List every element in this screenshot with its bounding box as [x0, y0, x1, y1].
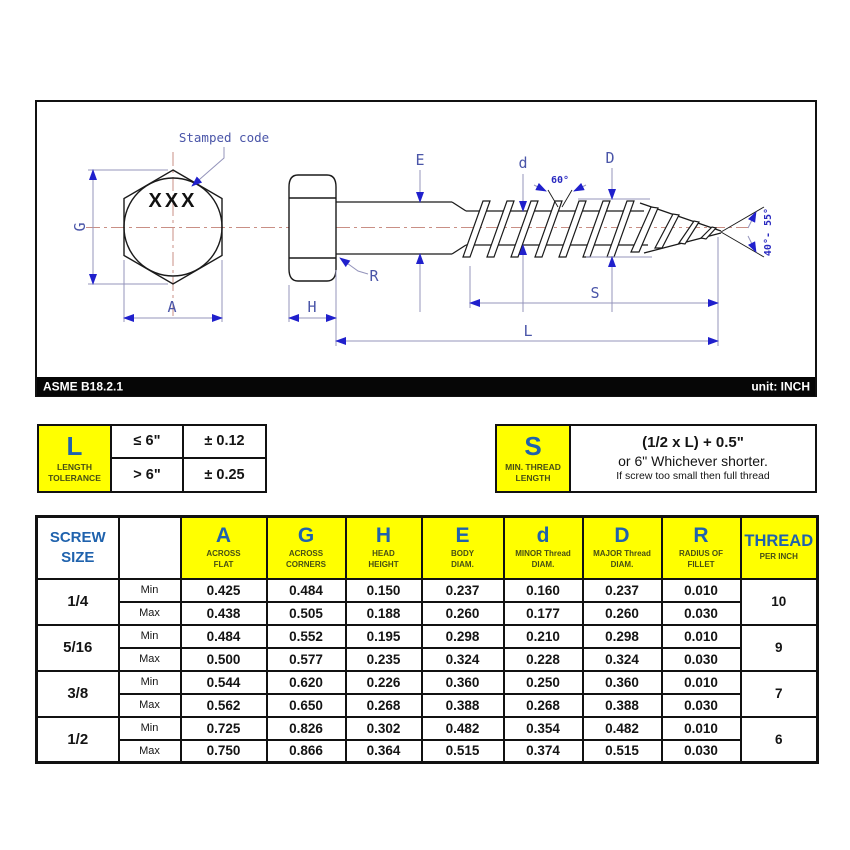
min-thread-length-letter: S [524, 431, 542, 462]
thread-length-note: If screw too small then full thread [616, 470, 770, 483]
length-tol-condition-1: ≤ 6" [112, 426, 184, 459]
size-cell: 1/2 [37, 717, 119, 763]
label-G: G [71, 222, 89, 232]
length-tolerance-letter: L [66, 431, 83, 462]
value-cell: 0.438 [181, 602, 267, 625]
label-H: H [307, 298, 317, 316]
value-cell: 0.324 [583, 648, 662, 671]
point-angle-label: 40°- 55° [763, 207, 774, 257]
length-tolerance-box [37, 424, 267, 493]
col-header-H: H HEAD HEIGHT [346, 517, 422, 579]
col-header-thread: THREAD PER INCH [741, 517, 818, 579]
value-cell: 0.226 [346, 671, 422, 694]
length-tol-condition-2: > 6" [112, 459, 184, 492]
value-cell: 0.030 [662, 740, 741, 763]
thread-angle-label: 60° [550, 175, 570, 186]
value-cell: 0.260 [422, 602, 504, 625]
length-tol-value-1: ± 0.12 [184, 426, 265, 459]
min-thread-length-box [495, 424, 817, 493]
value-cell: 0.515 [422, 740, 504, 763]
value-cell: 0.515 [583, 740, 662, 763]
label-D: D [605, 149, 615, 167]
col-header-d: d MINOR Thread DIAM. [504, 517, 583, 579]
size-cell: 5/16 [37, 625, 119, 671]
value-cell: 0.354 [504, 717, 583, 740]
value-cell: 0.298 [422, 625, 504, 648]
value-cell: 0.505 [267, 602, 346, 625]
col-header-R: R RADIUS OF FILLET [662, 517, 741, 579]
table-row [37, 740, 818, 763]
value-cell: 0.364 [346, 740, 422, 763]
drawing-frame [36, 101, 816, 396]
length-tol-value-2: ± 0.25 [204, 466, 245, 483]
value-cell: 0.324 [422, 648, 504, 671]
col-header-E: E BODY DIAM. [422, 517, 504, 579]
value-cell: 0.228 [504, 648, 583, 671]
thread-length-rule: (1/2 x L) + 0.5" [642, 433, 744, 451]
value-cell: 0.482 [583, 717, 662, 740]
unit-label: unit: INCH [751, 379, 810, 394]
corner-header: SCREW SIZE [37, 517, 119, 579]
min-label: Min [119, 717, 181, 740]
value-cell: 0.268 [504, 694, 583, 717]
table-row [37, 717, 818, 740]
tpi-cell: 6 [741, 717, 818, 763]
value-cell: 0.160 [504, 579, 583, 602]
size-cell: 1/4 [37, 579, 119, 625]
table-row [37, 579, 818, 602]
value-cell: 0.010 [662, 625, 741, 648]
value-cell: 0.010 [662, 671, 741, 694]
value-cell: 0.268 [346, 694, 422, 717]
value-cell: 0.210 [504, 625, 583, 648]
min-thread-length-title: MIN. THREAD LENGTH [505, 462, 561, 483]
head-side-view [289, 175, 336, 281]
label-L: L [523, 322, 533, 340]
label-S: S [590, 284, 600, 302]
col-header-A: A ACROSS FLAT [181, 517, 267, 579]
value-cell: 0.150 [346, 579, 422, 602]
blank-header [119, 517, 181, 579]
value-cell: 0.484 [267, 579, 346, 602]
value-cell: 0.544 [181, 671, 267, 694]
table-header-row [37, 517, 818, 579]
size-cell: 3/8 [37, 671, 119, 717]
label-d: d [518, 154, 528, 172]
title-bar [37, 377, 815, 396]
value-cell: 0.298 [583, 625, 662, 648]
tpi-cell: 9 [741, 625, 818, 671]
min-thread-length-key [497, 426, 571, 491]
value-cell: 0.195 [346, 625, 422, 648]
stamped-code-text: XXX [148, 190, 198, 212]
value-cell: 0.360 [583, 671, 662, 694]
value-cell: 0.750 [181, 740, 267, 763]
table-row [37, 625, 818, 648]
tpi-cell: 7 [741, 671, 818, 717]
value-cell: 0.620 [267, 671, 346, 694]
col-header-G: G ACROSS CORNERS [267, 517, 346, 579]
value-cell: 0.010 [662, 717, 741, 740]
value-cell: 0.237 [583, 579, 662, 602]
length-tolerance-key [39, 426, 112, 491]
table-row [37, 694, 818, 717]
table-row [37, 671, 818, 694]
value-cell: 0.725 [181, 717, 267, 740]
min-label: Min [119, 671, 181, 694]
thread-length-alt: or 6" Whichever shorter. [618, 452, 768, 469]
lag-screw-technical-drawing [35, 100, 817, 397]
value-cell: 0.260 [583, 602, 662, 625]
min-label: Min [119, 579, 181, 602]
value-cell: 0.302 [346, 717, 422, 740]
label-E: E [415, 151, 425, 169]
label-A: A [167, 298, 177, 316]
table-row [37, 602, 818, 625]
value-cell: 0.235 [346, 648, 422, 671]
value-cell: 0.562 [181, 694, 267, 717]
max-label: Max [119, 602, 181, 625]
value-cell: 0.484 [181, 625, 267, 648]
tpi-cell: 10 [741, 579, 818, 625]
value-cell: 0.030 [662, 694, 741, 717]
value-cell: 0.866 [267, 740, 346, 763]
length-tolerance-title: LENGTH TOLERANCE [48, 462, 101, 483]
value-cell: 0.250 [504, 671, 583, 694]
value-cell: 0.552 [267, 625, 346, 648]
value-cell: 0.177 [504, 602, 583, 625]
value-cell: 0.425 [181, 579, 267, 602]
max-label: Max [119, 648, 181, 671]
max-label: Max [119, 740, 181, 763]
value-cell: 0.030 [662, 648, 741, 671]
value-cell: 0.030 [662, 602, 741, 625]
stamped-code-label: Stamped code [178, 130, 270, 145]
min-label: Min [119, 625, 181, 648]
value-cell: 0.010 [662, 579, 741, 602]
col-header-D: D MAJOR Thread DIAM. [583, 517, 662, 579]
table-row [37, 648, 818, 671]
value-cell: 0.826 [267, 717, 346, 740]
value-cell: 0.388 [422, 694, 504, 717]
value-cell: 0.500 [181, 648, 267, 671]
value-cell: 0.374 [504, 740, 583, 763]
value-cell: 0.650 [267, 694, 346, 717]
value-cell: 0.388 [583, 694, 662, 717]
label-R: R [369, 267, 379, 285]
value-cell: 0.360 [422, 671, 504, 694]
max-label: Max [119, 694, 181, 717]
value-cell: 0.482 [422, 717, 504, 740]
value-cell: 0.237 [422, 579, 504, 602]
value-cell: 0.188 [346, 602, 422, 625]
dimension-spec-table [35, 515, 819, 764]
standard-label: ASME B18.2.1 [43, 379, 124, 394]
value-cell: 0.577 [267, 648, 346, 671]
